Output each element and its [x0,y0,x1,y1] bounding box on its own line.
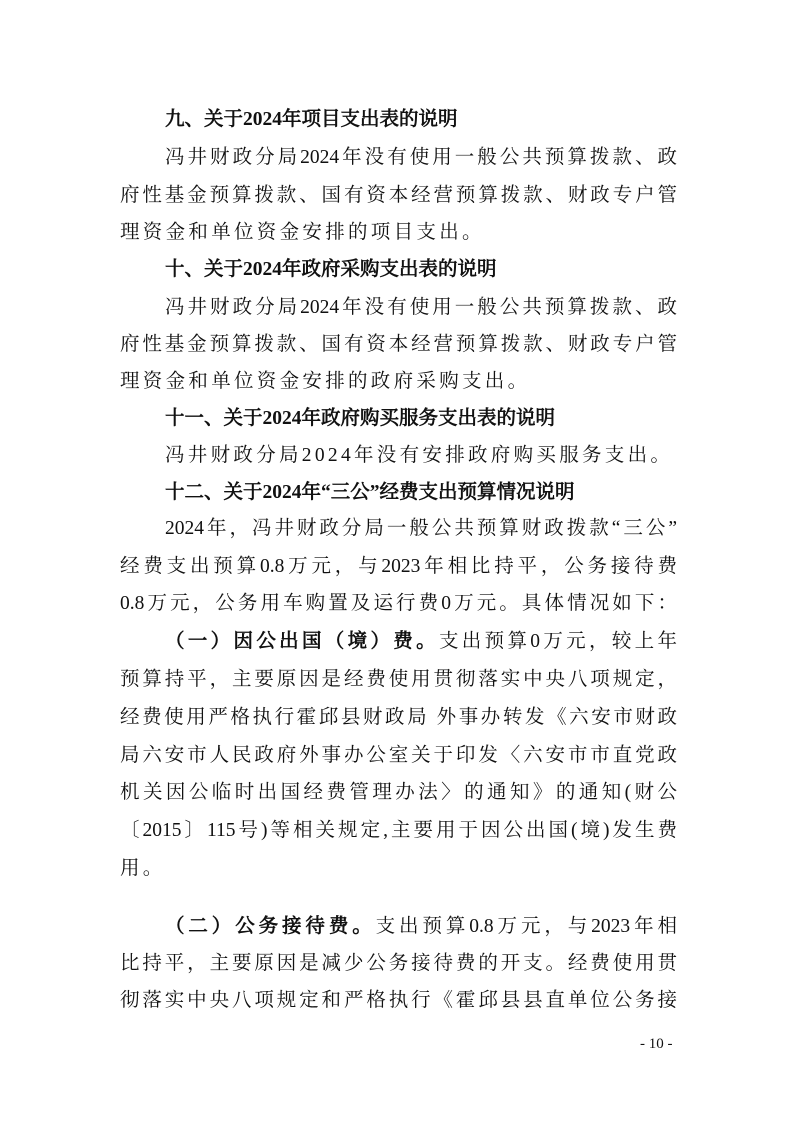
paragraph-text: 支出预算0.8万元，与2023年相 [375,916,677,937]
paragraph-line: 府性基金预算拨款、国有资本经营预算拨款、财政专户管 [120,334,677,355]
paragraph-line: 理资金和单位资金安排的政府采购支出。 [120,371,531,392]
paragraph-line [165,627,677,657]
paragraph-line: 经费支出预算0.8万元，与2023年相比持平，公务接待费 [120,556,677,577]
section-heading: 十一、关于2024年政府购买服务支出表的说明 [165,408,556,429]
section-heading: 十、关于2024年政府采购支出表的说明 [165,259,497,280]
paragraph-line: 机关因公临时出国经费管理办法〉的通知》的通知(财公 [120,782,677,803]
paragraph-line: 2024年，冯井财政分局一般公共预算财政拨款“三公” [165,518,677,539]
paragraph-line: 府性基金预算拨款、国有资本经营预算拨款、财政专户管 [120,185,677,206]
paragraph-line: 用。 [120,858,166,879]
section-heading: 十二、关于2024年“三公”经费支出预算情况说明 [165,482,575,503]
paragraph-line: 彻落实中央八项规定和严格执行《霍邱县县直单位公务接 [120,990,677,1011]
paragraph-line: 冯井财政分局2024年没有使用一般公共预算拨款、政 [165,297,677,318]
paragraph-line: 冯井财政分局2024年没有使用一般公共预算拨款、政 [165,147,677,168]
page-number: - 10 - [640,1036,673,1052]
subheading: （一）因公出国（境）费。 [165,631,439,652]
paragraph-text: 支出预算0万元，较上年 [438,631,677,652]
paragraph-line: 冯井财政分局2024年没有安排政府购买服务支出。 [165,445,674,466]
section-heading: 九、关于2024年项目支出表的说明 [165,109,458,130]
paragraph-line: 0.8万元，公务用车购置及运行费0万元。具体情况如下： [120,593,677,614]
paragraph-line [165,912,677,942]
subheading: （二）公务接待费。 [165,916,376,937]
paragraph-line: 〔2015〕115号)等相关规定,主要用于因公出国(境)发生费 [120,820,677,841]
paragraph-line: 经费使用严格执行霍邱县财政局 外事办转发《六安市财政 [120,707,677,728]
paragraph-line: 局六安市人民政府外事办公室关于印发〈六安市市直党政 [120,745,677,766]
paragraph-line: 比持平，主要原因是减少公务接待费的开支。经费使用贯 [120,953,677,974]
paragraph-line: 理资金和单位资金安排的项目支出。 [120,222,485,243]
paragraph-line: 预算持平，主要原因是经费使用贯彻落实中央八项规定， [120,669,677,690]
